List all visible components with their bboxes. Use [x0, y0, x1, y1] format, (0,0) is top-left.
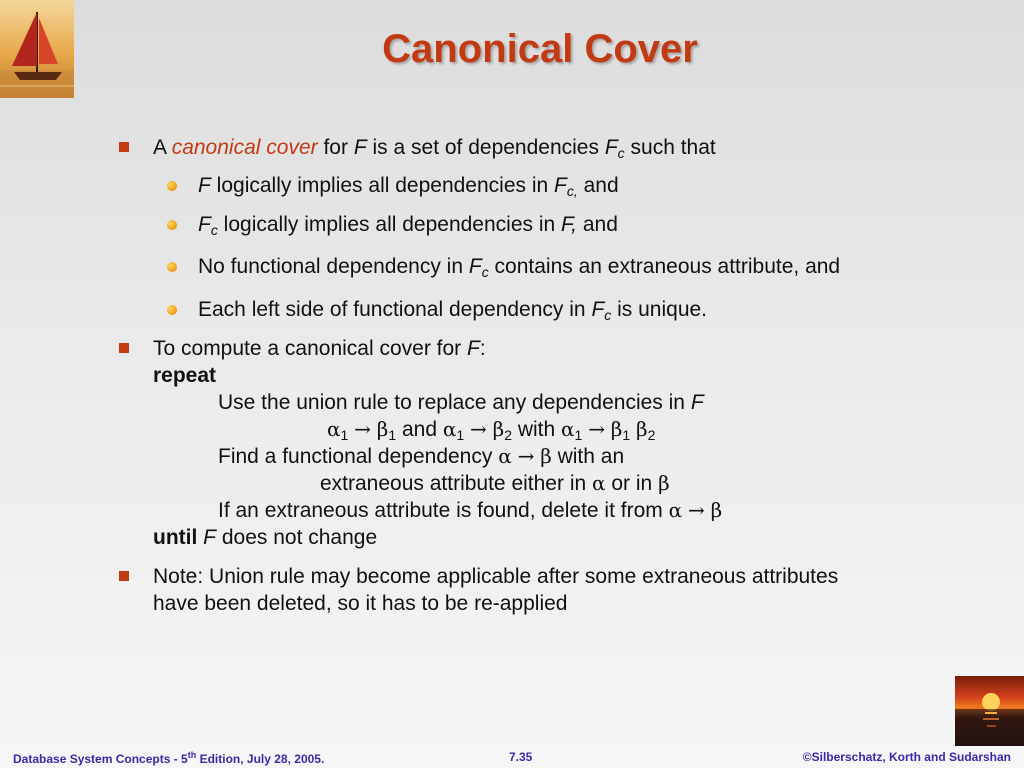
- subscript: 1: [574, 427, 583, 443]
- slide-footer: [0, 746, 1024, 768]
- text: is unique.: [617, 298, 708, 321]
- square-bullet-icon: [119, 142, 129, 152]
- symbol-F: F: [198, 174, 211, 197]
- sunset-image: [955, 676, 1024, 746]
- beta-symbol: β: [540, 444, 552, 468]
- alpha-symbol: α: [561, 417, 575, 441]
- arrow-symbol: →: [517, 444, 535, 468]
- text: Use the union rule to replace any dependencies in: [218, 391, 685, 414]
- subscript: c: [210, 222, 218, 238]
- text: and: [582, 213, 618, 236]
- subscript: c,: [566, 183, 578, 199]
- symbol-Fc: [591, 298, 611, 321]
- alpha-symbol: α: [442, 417, 457, 441]
- alpha-symbol: α: [498, 444, 512, 468]
- text: F: [198, 213, 211, 236]
- text: and: [583, 174, 619, 197]
- round-bullet-icon: [167, 220, 177, 230]
- page-number: 7.35: [509, 750, 533, 764]
- sub-bullet-4: [116, 296, 1006, 323]
- symbol-Fc: [469, 255, 489, 278]
- text: extraneous attribute either in: [320, 472, 587, 495]
- beta-symbol: β: [658, 471, 670, 495]
- algorithm-line-union: [153, 389, 1006, 416]
- beta-symbol: β: [492, 417, 505, 441]
- text: is a set of dependencies: [372, 136, 599, 159]
- text: Edition, July 28, 2005.: [199, 752, 325, 766]
- beta-symbol: β: [636, 417, 648, 441]
- text: Database System Concepts - 5: [13, 752, 188, 766]
- bullet-canonical-cover: [116, 134, 1006, 161]
- text: does not change: [221, 526, 378, 549]
- text: F: [468, 255, 482, 278]
- round-bullet-icon: [167, 305, 177, 315]
- text: with: [517, 418, 556, 441]
- sub-bullet-3: [116, 253, 1006, 280]
- arrow-symbol: →: [687, 498, 705, 522]
- term-canonical-cover: canonical cover: [171, 136, 318, 159]
- algorithm-line-extraneous: [153, 470, 1006, 497]
- algorithm-line-formula: [153, 416, 1006, 443]
- text: or in: [611, 472, 653, 495]
- arrow-symbol: →: [470, 417, 487, 441]
- subscript: 2: [647, 427, 656, 443]
- text: and: [401, 418, 438, 441]
- symbol-Fc: [605, 136, 625, 159]
- sub-bullet-2: [116, 211, 1006, 238]
- subscript: c: [481, 264, 489, 280]
- compute-heading: [153, 335, 1006, 362]
- text: No functional dependency in: [198, 255, 464, 278]
- text: with an: [557, 445, 625, 468]
- symbol-F: F,: [561, 213, 578, 236]
- arrow-symbol: →: [588, 417, 605, 441]
- symbol-Fc: [554, 174, 578, 197]
- slide-content: [116, 134, 1006, 617]
- symbol-F: F: [353, 136, 367, 159]
- bullet-note-union-rule: [116, 563, 1006, 617]
- text: If an extraneous attribute is found, delete it from: [218, 499, 663, 522]
- note-line-2: have been deleted, so it has to be re-applied: [153, 592, 568, 615]
- algorithm-line-find: [153, 443, 1006, 470]
- subscript: 1: [388, 427, 397, 443]
- superscript: th: [187, 750, 197, 760]
- subscript: 1: [340, 427, 349, 443]
- text: Find a functional dependency: [218, 445, 493, 468]
- subscript: 2: [504, 427, 512, 443]
- text: To compute a canonical cover for: [153, 337, 462, 360]
- bullet-compute-canonical-cover: [116, 335, 1006, 551]
- square-bullet-icon: [119, 343, 129, 353]
- beta-symbol: β: [376, 417, 389, 441]
- subscript: c: [604, 307, 612, 323]
- sub-bullet-1: [116, 172, 1006, 199]
- beta-symbol: β: [710, 498, 723, 522]
- text: logically implies all dependencies in: [223, 213, 556, 236]
- alpha-symbol: α: [668, 498, 683, 522]
- arrow-symbol: →: [354, 417, 371, 441]
- text: F: [554, 174, 567, 197]
- round-bullet-icon: [167, 262, 177, 272]
- symbol-F: F: [690, 391, 704, 414]
- subscript: 1: [456, 427, 465, 443]
- algorithm-line-delete: [153, 497, 1006, 524]
- text: F: [591, 298, 605, 321]
- text: A: [153, 136, 166, 159]
- footer-copyright: ©Silberschatz, Korth and Sudarshan: [802, 750, 1011, 764]
- keyword-repeat: repeat: [153, 364, 217, 387]
- text: logically implies all dependencies in: [216, 174, 549, 197]
- text: contains an extraneous attribute, and: [494, 255, 841, 278]
- symbol-F: F: [467, 337, 480, 360]
- algorithm-line-until: [153, 524, 1006, 551]
- subscript: c: [617, 145, 625, 161]
- footer-book-title: [13, 750, 324, 766]
- text: such that: [630, 136, 716, 159]
- keyword-until: until: [153, 526, 198, 549]
- alpha-symbol: α: [592, 471, 606, 495]
- text: F: [604, 136, 618, 159]
- note-line-1: Note: Union rule may become applicable after some extraneous attributes: [153, 565, 839, 588]
- slide-title: Canonical Cover: [382, 27, 698, 71]
- square-bullet-icon: [119, 571, 129, 581]
- text: Each left side of functional dependency in: [198, 298, 586, 321]
- beta-symbol: β: [610, 417, 623, 441]
- symbol-F: F: [203, 526, 216, 549]
- text: for: [323, 136, 348, 159]
- subscript: 1: [622, 427, 631, 443]
- symbol-Fc: [198, 213, 218, 236]
- text: :: [479, 337, 486, 360]
- alpha-symbol: α: [327, 417, 341, 441]
- round-bullet-icon: [167, 181, 177, 191]
